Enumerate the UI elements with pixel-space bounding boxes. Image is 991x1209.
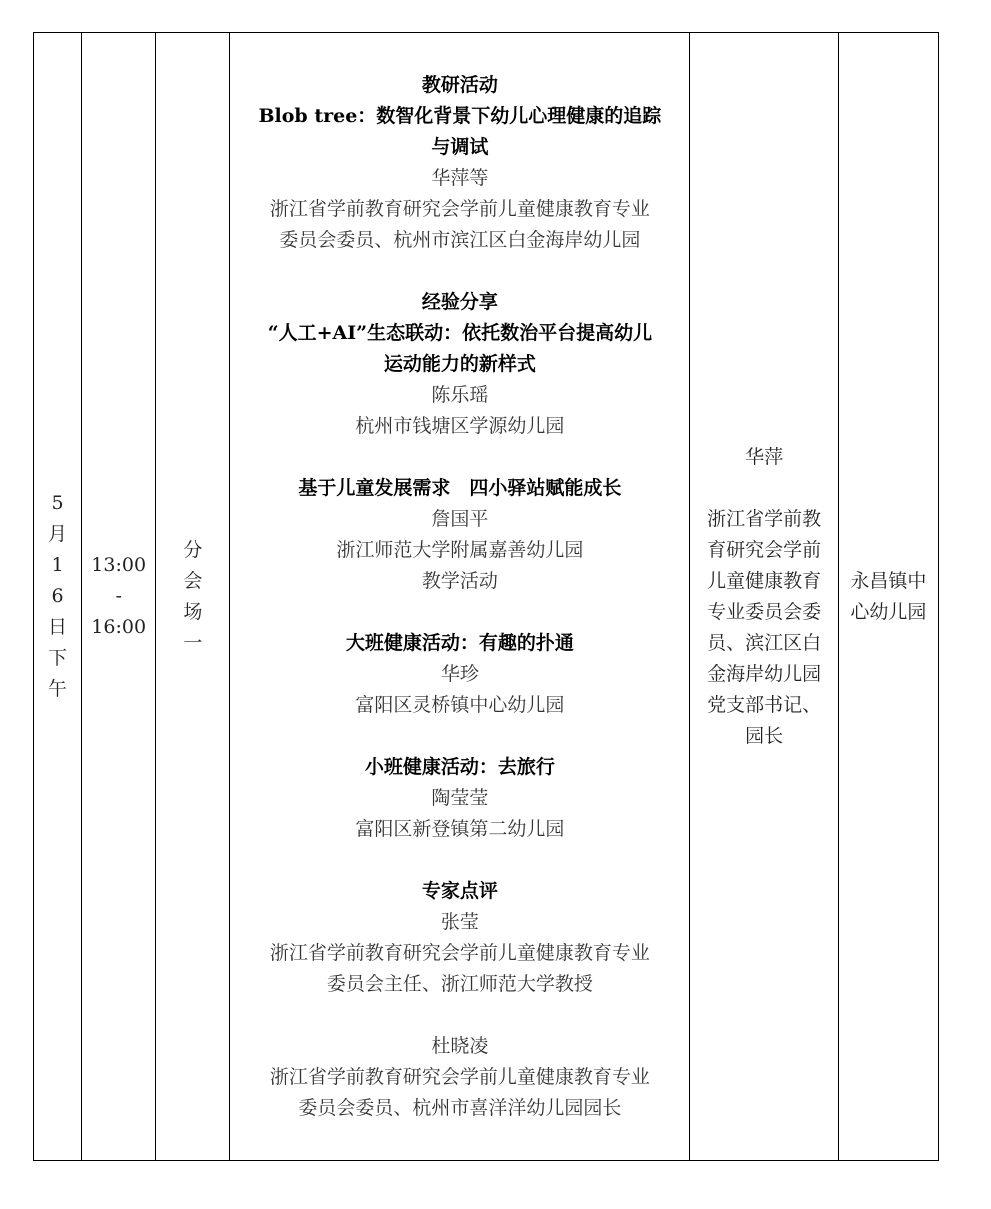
place-text: 永昌镇中心幼儿园 — [850, 569, 927, 623]
host-name: 华萍 — [745, 445, 784, 468]
session-title-line: 基于儿童发展需求 四小驿站赋能成长 — [298, 476, 622, 499]
time-start: 13:00 — [91, 554, 147, 576]
session-title-line: 经验分享 — [421, 290, 498, 313]
speaker-affiliation-line: 浙江省学前教育研究会学前儿童健康教育专业 — [269, 197, 650, 220]
speaker-name: 华萍等 — [431, 166, 489, 189]
session-block — [240, 876, 680, 1000]
session-block — [240, 628, 680, 721]
speaker-affiliation-line: 浙江师范大学附属嘉善幼儿园 — [336, 538, 584, 561]
place-cell — [838, 33, 938, 1161]
session-title-line: “人工+AI”生态联动：依托数治平台提高幼儿 — [267, 321, 653, 344]
speaker-affiliation-line: 委员会主任、浙江师范大学教授 — [326, 972, 593, 995]
venue-text: 分会场一 — [183, 538, 203, 654]
venue-cell — [156, 33, 230, 1161]
speaker-affiliation-line: 杭州市钱塘区学源幼儿园 — [355, 414, 565, 437]
schedule-row — [34, 33, 939, 1161]
speaker-name: 杜晓凌 — [431, 1034, 489, 1057]
date-text: 5月16日下午 — [48, 492, 68, 700]
time-end: 16:00 — [91, 616, 147, 638]
time-cell — [82, 33, 156, 1161]
speaker-affiliation-line: 教学活动 — [421, 569, 498, 592]
time-separator: - — [115, 585, 122, 607]
host-title: 浙江省学前教育研究会学前儿童健康教育专业委员会委员、滨江区白金海岸幼儿园党支部书记、园长 — [707, 507, 822, 747]
session-list — [230, 70, 689, 1124]
speaker-affiliation-line: 浙江省学前教育研究会学前儿童健康教育专业 — [269, 941, 650, 964]
speaker-affiliation-line: 富阳区新登镇第二幼儿园 — [355, 817, 565, 840]
session-title-line: 小班健康活动：去旅行 — [364, 755, 555, 778]
speaker-affiliation-line: 委员会委员、杭州市喜洋洋幼儿园园长 — [298, 1096, 622, 1119]
session-block — [240, 752, 680, 845]
speaker-name: 华珍 — [440, 662, 479, 685]
session-block — [240, 1031, 680, 1124]
session-title-line: 大班健康活动：有趣的扑通 — [345, 631, 574, 654]
speaker-affiliation-line: 委员会委员、杭州市滨江区白金海岸幼儿园 — [279, 228, 641, 251]
speaker-name: 陶莹莹 — [431, 786, 489, 809]
date-cell — [34, 33, 82, 1161]
session-title-line: 与调试 — [431, 135, 489, 158]
speaker-affiliation-line: 浙江省学前教育研究会学前儿童健康教育专业 — [269, 1065, 650, 1088]
session-title-line: Blob tree：数智化背景下幼儿心理健康的追踪 — [258, 104, 662, 127]
session-block — [240, 287, 680, 442]
program-cell — [230, 33, 690, 1161]
schedule-table — [33, 32, 939, 1161]
speaker-name: 陈乐瑶 — [431, 383, 489, 406]
session-title-line: 专家点评 — [421, 879, 498, 902]
speaker-name: 张莹 — [440, 910, 479, 933]
session-block — [240, 70, 680, 256]
session-title-line: 运动能力的新样式 — [383, 352, 536, 375]
session-title-line: 教研活动 — [421, 73, 498, 96]
session-block — [240, 473, 680, 597]
host-cell — [690, 33, 838, 1161]
speaker-affiliation-line: 富阳区灵桥镇中心幼儿园 — [355, 693, 565, 716]
speaker-name: 詹国平 — [431, 507, 489, 530]
